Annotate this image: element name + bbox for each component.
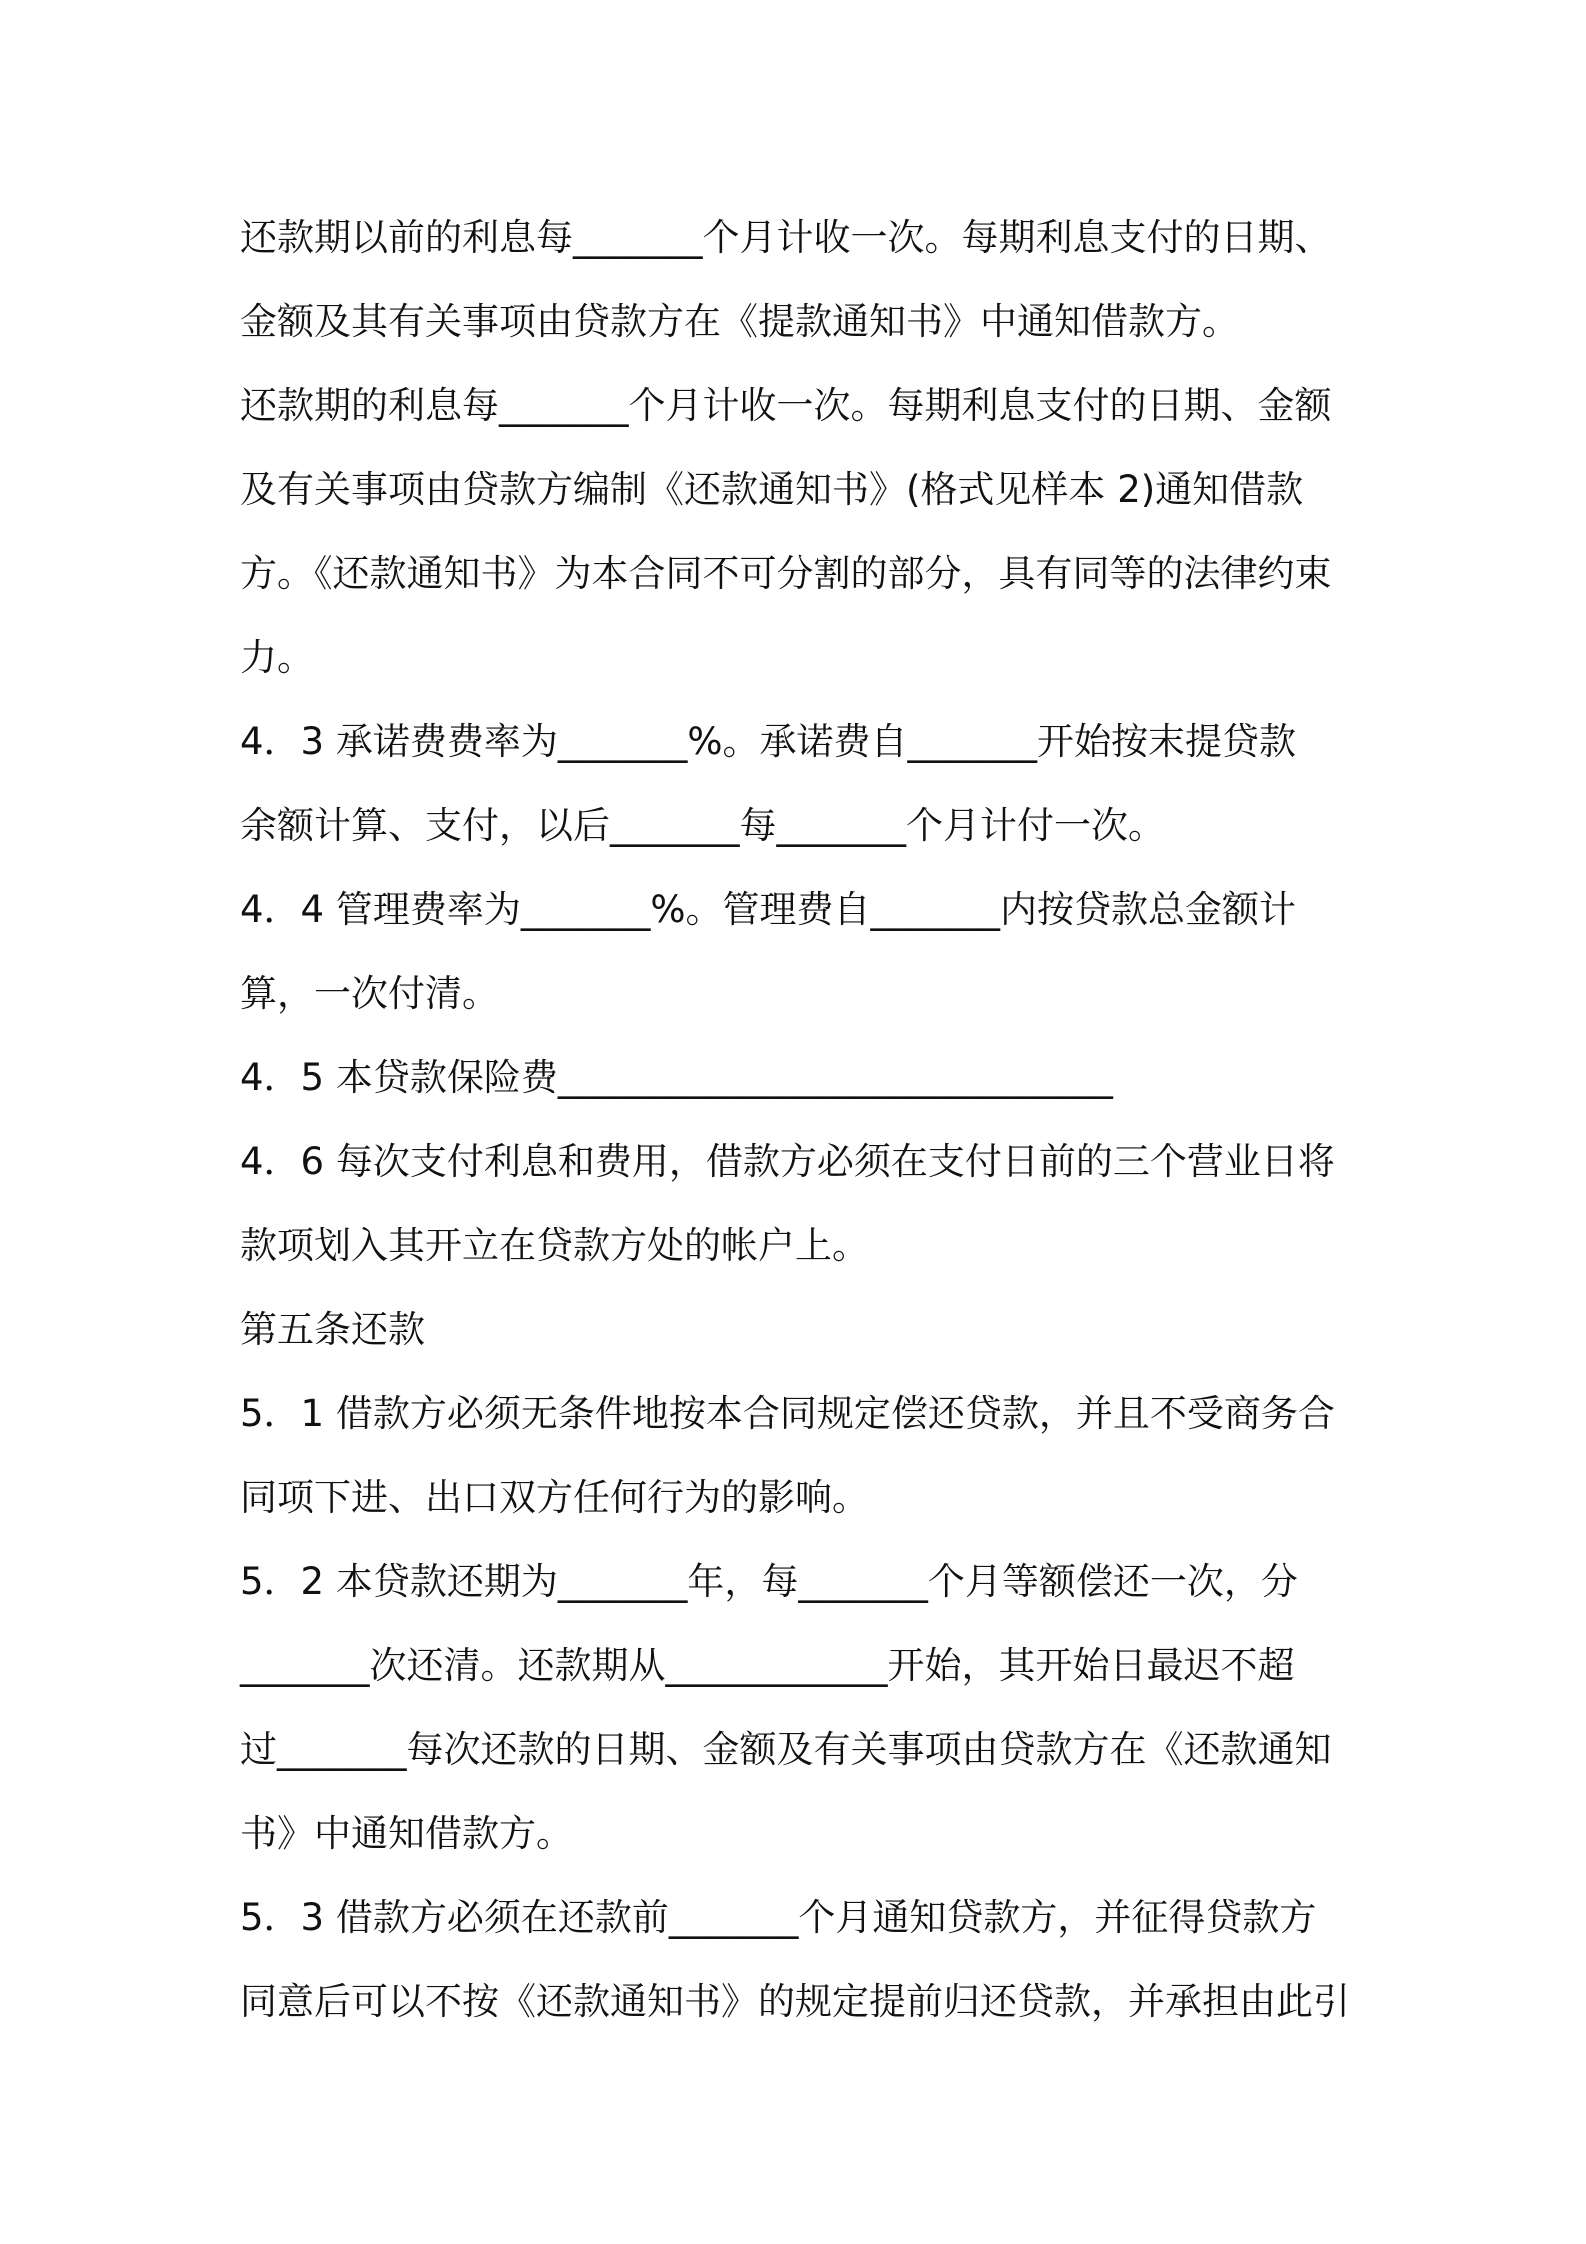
text-line: 同意后可以不按《还款通知书》的规定提前归还贷款，并承担由此引 (240, 1980, 1350, 2023)
text-line: 方。《还款通知书》为本合同不可分割的部分，具有同等的法律约束 (240, 552, 1332, 595)
text-line: 金额及其有关事项由贷款方在《提款通知书》中通知借款方。 (240, 300, 1239, 343)
text-line: 还款期以前的利息每_______个月计收一次。每期利息支付的日期、 (240, 216, 1332, 259)
text-line: _______次还清。还款期从____________开始，其开始日最迟不超 (240, 1644, 1295, 1687)
text-line: 余额计算、支付，以后_______每_______个月计付一次。 (240, 804, 1165, 847)
text-line: 款项划入其开立在贷款方处的帐户上。 (240, 1224, 869, 1267)
text-line: 书》中通知借款方。 (240, 1812, 573, 1855)
text-line: 及有关事项由贷款方编制《还款通知书》(格式见样本 2)通知借款 (240, 468, 1304, 511)
text-line: 力。 (240, 636, 314, 679)
text-line: 同项下进、出口双方任何行为的影响。 (240, 1476, 869, 1519)
text-line: 过_______每次还款的日期、金额及有关事项由贷款方在《还款通知 (240, 1728, 1332, 1771)
clause-4-3-line: 4．3 承诺费费率为_______%。承诺费自_______开始按末提贷款 (240, 720, 1296, 763)
clause-4-6-line: 4．6 每次支付利息和费用，借款方必须在支付日前的三个营业日将 (240, 1140, 1335, 1183)
clause-5-1-line: 5．1 借款方必须无条件地按本合同规定偿还贷款，并且不受商务合 (240, 1392, 1335, 1435)
text-line: 还款期的利息每_______个月计收一次。每期利息支付的日期、金额 (240, 384, 1332, 427)
text-line: 算，一次付清。 (240, 972, 499, 1015)
clause-5-3-line: 5．3 借款方必须在还款前_______个月通知贷款方，并征得贷款方 (240, 1896, 1317, 1939)
clause-5-2-line: 5．2 本贷款还期为_______年，每_______个月等额偿还一次，分 (240, 1560, 1298, 1603)
clause-4-5-line: 4．5 本贷款保险费______________________________ (240, 1056, 1113, 1099)
document-body (240, 196, 1350, 2044)
section-heading: 第五条还款 (240, 1308, 425, 1351)
clause-4-4-line: 4．4 管理费率为_______%。管理费自_______内按贷款总金额计 (240, 888, 1296, 931)
